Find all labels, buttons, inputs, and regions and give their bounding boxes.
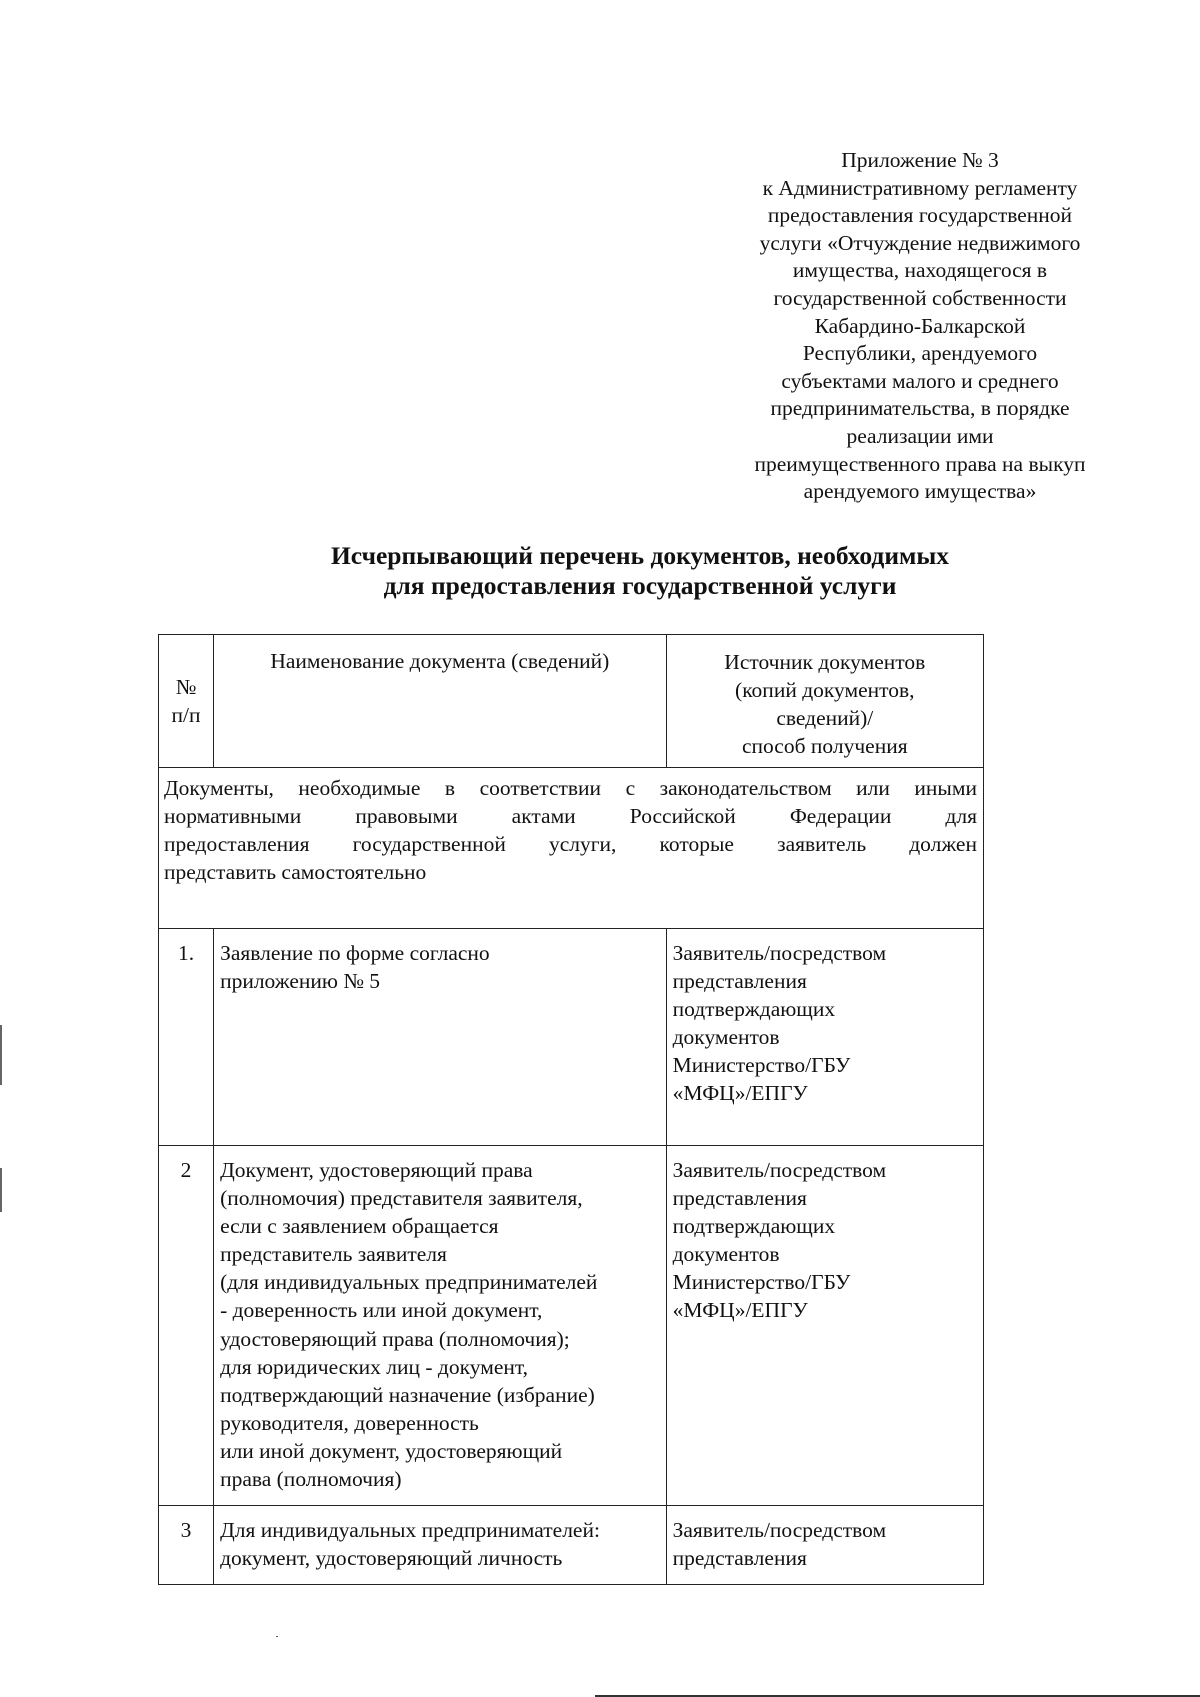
appendix-line: Приложение № 3 — [841, 148, 999, 172]
appendix-line: имущества, находящегося в — [792, 258, 1048, 283]
header-source-line: способ получения — [741, 734, 908, 759]
document-source-line: представления — [672, 969, 807, 994]
header-number — [159, 635, 214, 768]
header-number-symbol: № — [175, 675, 197, 699]
appendix-line: предпринимательства, в порядке — [770, 396, 1070, 421]
document-name-line: Для индивидуальных предпринимателей: — [220, 1518, 600, 1542]
document-name-line: Заявление по форме согласно — [220, 941, 490, 965]
appendix-line: предоставления государственной — [767, 203, 1073, 228]
document-source-line: Министерство/ГБУ — [672, 1053, 851, 1078]
document-source-line: представления — [672, 1546, 807, 1571]
appendix-line: субъектами малого и среднего — [781, 368, 1059, 393]
appendix-line: арендуемого имущества» — [803, 479, 1037, 504]
document-source-line: Заявитель/посредством — [672, 1158, 887, 1182]
title-line-2: для предоставления государственной услуги — [383, 571, 897, 600]
document-name-line: для юридических лиц - документ, — [220, 1354, 529, 1379]
document-name-line: приложению № 5 — [220, 969, 380, 994]
document-source-line: подтверждающих — [672, 997, 836, 1022]
section-line: предоставления государственной услуги, которые заявитель должен — [164, 832, 977, 857]
document-name-cell — [214, 929, 667, 1146]
document-name-line: (полномочия) представителя заявителя, — [220, 1186, 583, 1211]
section-row — [159, 768, 984, 929]
row-number: 3 — [159, 1506, 214, 1585]
table-row — [159, 929, 984, 1146]
scan-left-edge-mark — [0, 1025, 2, 1085]
header-source-line: сведений)/ — [776, 706, 874, 731]
document-source-cell — [666, 1146, 983, 1506]
section-line: представить самостоятельно — [164, 860, 427, 885]
document-source-line: документов — [672, 1025, 780, 1050]
document-name-line: руководителя, доверенность — [220, 1410, 479, 1435]
appendix-line: преимущественного права на выкуп — [754, 451, 1086, 476]
header-source-line: (копий документов, — [735, 678, 915, 703]
document-name-line: Документ, удостоверяющий права — [220, 1158, 533, 1182]
table-row — [159, 1506, 984, 1585]
scan-left-edge-mark — [0, 1168, 2, 1212]
document-source-line: «МФЦ»/ЕПГУ — [672, 1298, 808, 1323]
documents-table — [158, 634, 984, 1585]
scan-speck — [276, 1636, 278, 1637]
document-name-line: - доверенность или иной документ, — [220, 1298, 543, 1323]
appendix-line: Кабардино-Балкарской — [814, 313, 1026, 338]
document-name-line: удостоверяющий права (полномочия); — [220, 1326, 570, 1351]
title-line-1: Исчерпывающий перечень документов, необходимых — [330, 541, 950, 570]
document-name-cell — [214, 1146, 667, 1506]
document-name-line: подтверждающий назначение (избрание) — [220, 1382, 595, 1407]
document-source-line: Министерство/ГБУ — [672, 1270, 851, 1295]
document-name-line: представитель заявителя — [220, 1242, 447, 1267]
row-number: 2 — [159, 1146, 214, 1506]
header-source — [666, 635, 983, 768]
appendix-line: реализации ими — [846, 423, 994, 448]
section-line: нормативными правовыми актами Российской Федерации для — [164, 804, 977, 829]
document-source-line: Заявитель/посредством — [672, 941, 887, 965]
document-source-line: документов — [672, 1242, 780, 1267]
document-source-line: «МФЦ»/ЕПГУ — [672, 1081, 808, 1106]
appendix-line: услуги «Отчуждение недвижимого — [759, 230, 1081, 255]
appendix-line: к Административному регламенту — [762, 175, 1078, 200]
appendix-note — [720, 147, 1120, 506]
document-source-line: подтверждающих — [672, 1214, 836, 1239]
document-source-line: представления — [672, 1186, 807, 1211]
document-name-cell — [214, 1506, 667, 1585]
row-number: 1. — [159, 929, 214, 1146]
appendix-line: Республики, арендуемого — [802, 341, 1038, 366]
document-source-cell — [666, 1506, 983, 1585]
document-name-line: права (полномочия) — [220, 1467, 402, 1492]
header-source-line: Источник документов — [724, 650, 926, 674]
document-name-line: документ, удостоверяющий личность — [220, 1546, 563, 1571]
table-header-row — [159, 635, 984, 768]
appendix-line: государственной собственности — [773, 285, 1067, 310]
section-line: Документы, необходимые в соответствии с законодательством или иными — [164, 776, 977, 800]
section-description — [159, 768, 984, 929]
header-number-abbr: п/п — [171, 703, 201, 727]
document-name-line: или иной документ, удостоверяющий — [220, 1438, 563, 1463]
document-name-line: если с заявлением обращается — [220, 1214, 499, 1239]
document-source-line: Заявитель/посредством — [672, 1518, 887, 1542]
document-title — [160, 541, 1120, 601]
table-row — [159, 1146, 984, 1506]
header-document-name: Наименование документа (сведений) — [214, 635, 667, 768]
document-source-cell — [666, 929, 983, 1146]
document-name-line: (для индивидуальных предпринимателей — [220, 1270, 598, 1295]
